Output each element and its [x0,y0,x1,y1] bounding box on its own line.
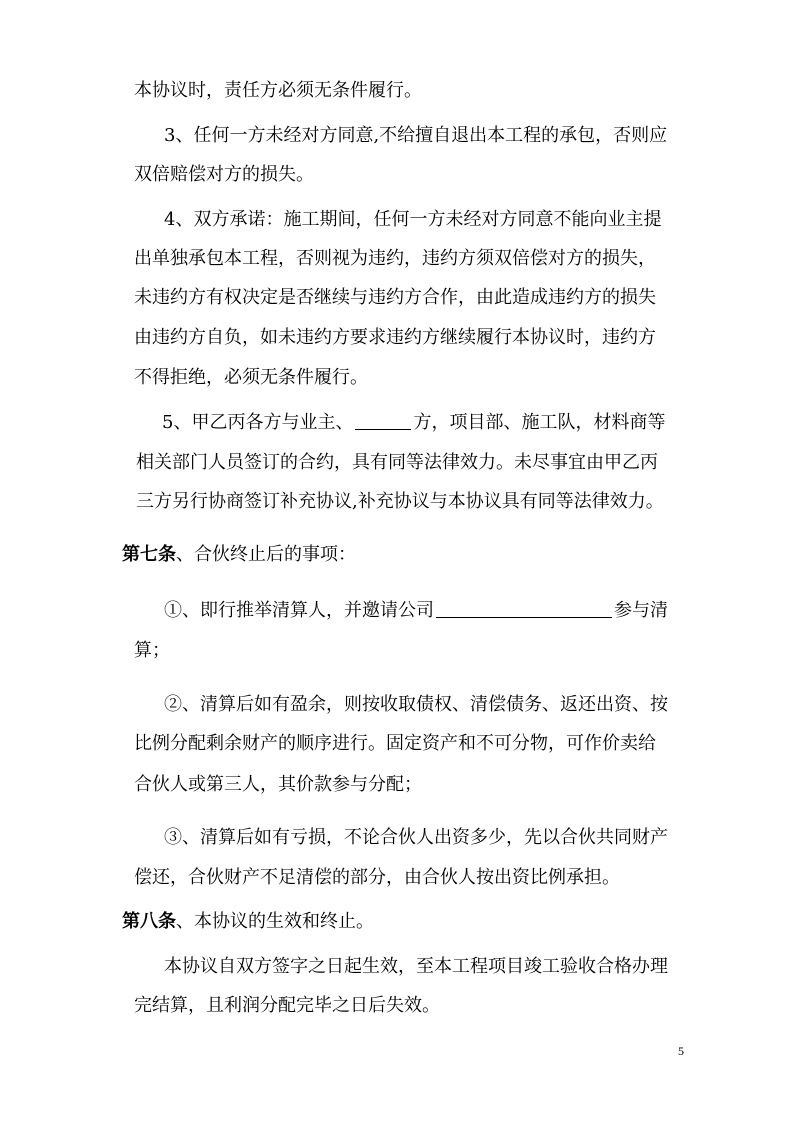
clause-5-line [162,414,665,432]
clause-4-line: 由违约方自负，如未违约方要求违约方继续履行本协议时，违约方 [134,327,656,348]
item-2-line: ②、清算后如有盈余，则按收取债权、清偿债务、返还出资、按 [164,694,668,715]
article-8-number: 第八条 [122,911,176,932]
clause-3-line: 3、任何一方未经对方同意,不给擅自退出本工程的承包，否则应 [164,125,668,146]
article-8-title: 、本协议的生效和终止。 [176,911,374,932]
clause-4-line: 4、双方承诺：施工期间，任何一方未经对方同意不能向业主提 [164,209,662,230]
clause-5-text-a: 5、甲乙丙各方与业主、 [162,412,354,433]
article-7-title: 、合伙终止后的事项： [176,544,356,565]
item-2-line: 比例分配剩余财产的顺序进行。固定资产和不可分物，可作价卖给 [134,733,656,754]
item-2-line: 合伙人或第三人，其价款参与分配； [134,774,422,795]
clause-4-line: 出单独承包本工程，否则视为违约，违约方须双倍偿对方的损失， [134,248,656,269]
article-8-body-line: 完结算，且利润分配完毕之日后失效。 [134,995,440,1016]
item-3-line: 偿还，合伙财产不足清偿的部分，由合伙人按出资比例承担。 [134,867,620,888]
article-7-heading [122,546,356,564]
fill-in-blank [436,616,612,618]
fill-in-blank [355,428,411,430]
clause-5-line: 相关部门人员签订的合约，具有同等法律效力。未尽事宜由甲乙丙 [136,452,658,473]
item-3-line: ③、清算后如有亏损，不论合伙人出资多少，先以合伙共同财产 [164,827,668,848]
item-1-text-b: 参与清 [614,600,668,621]
clause-5-text-b: 方，项目部、施工队，材料商等 [413,412,666,433]
page-number: 5 [678,1044,684,1058]
item-1-line: 算； [134,640,170,661]
article-8-body-line: 本协议自双方签字之日起生效，至本工程项目竣工验收合格办理 [164,956,668,977]
clause-5-line: 三方另行协商签订补充协议,补充协议与本协议具有同等法律效力。 [136,491,664,512]
item-1-line [164,602,668,620]
article-7-number: 第七条 [122,544,176,565]
clause-4-line: 未违约方有权决定是否继续与违约方合作，由此造成违约方的损失 [134,287,656,308]
text-line: 本协议时，责任方必须无条件履行。 [134,80,422,101]
clause-3-line: 双倍赔偿对方的损失。 [134,164,314,185]
clause-4-line: 不得拒绝，必须无条件履行。 [134,367,368,388]
item-1-text-a: ①、即行推举清算人，并邀请公司 [164,600,434,621]
article-8-heading [122,913,374,931]
